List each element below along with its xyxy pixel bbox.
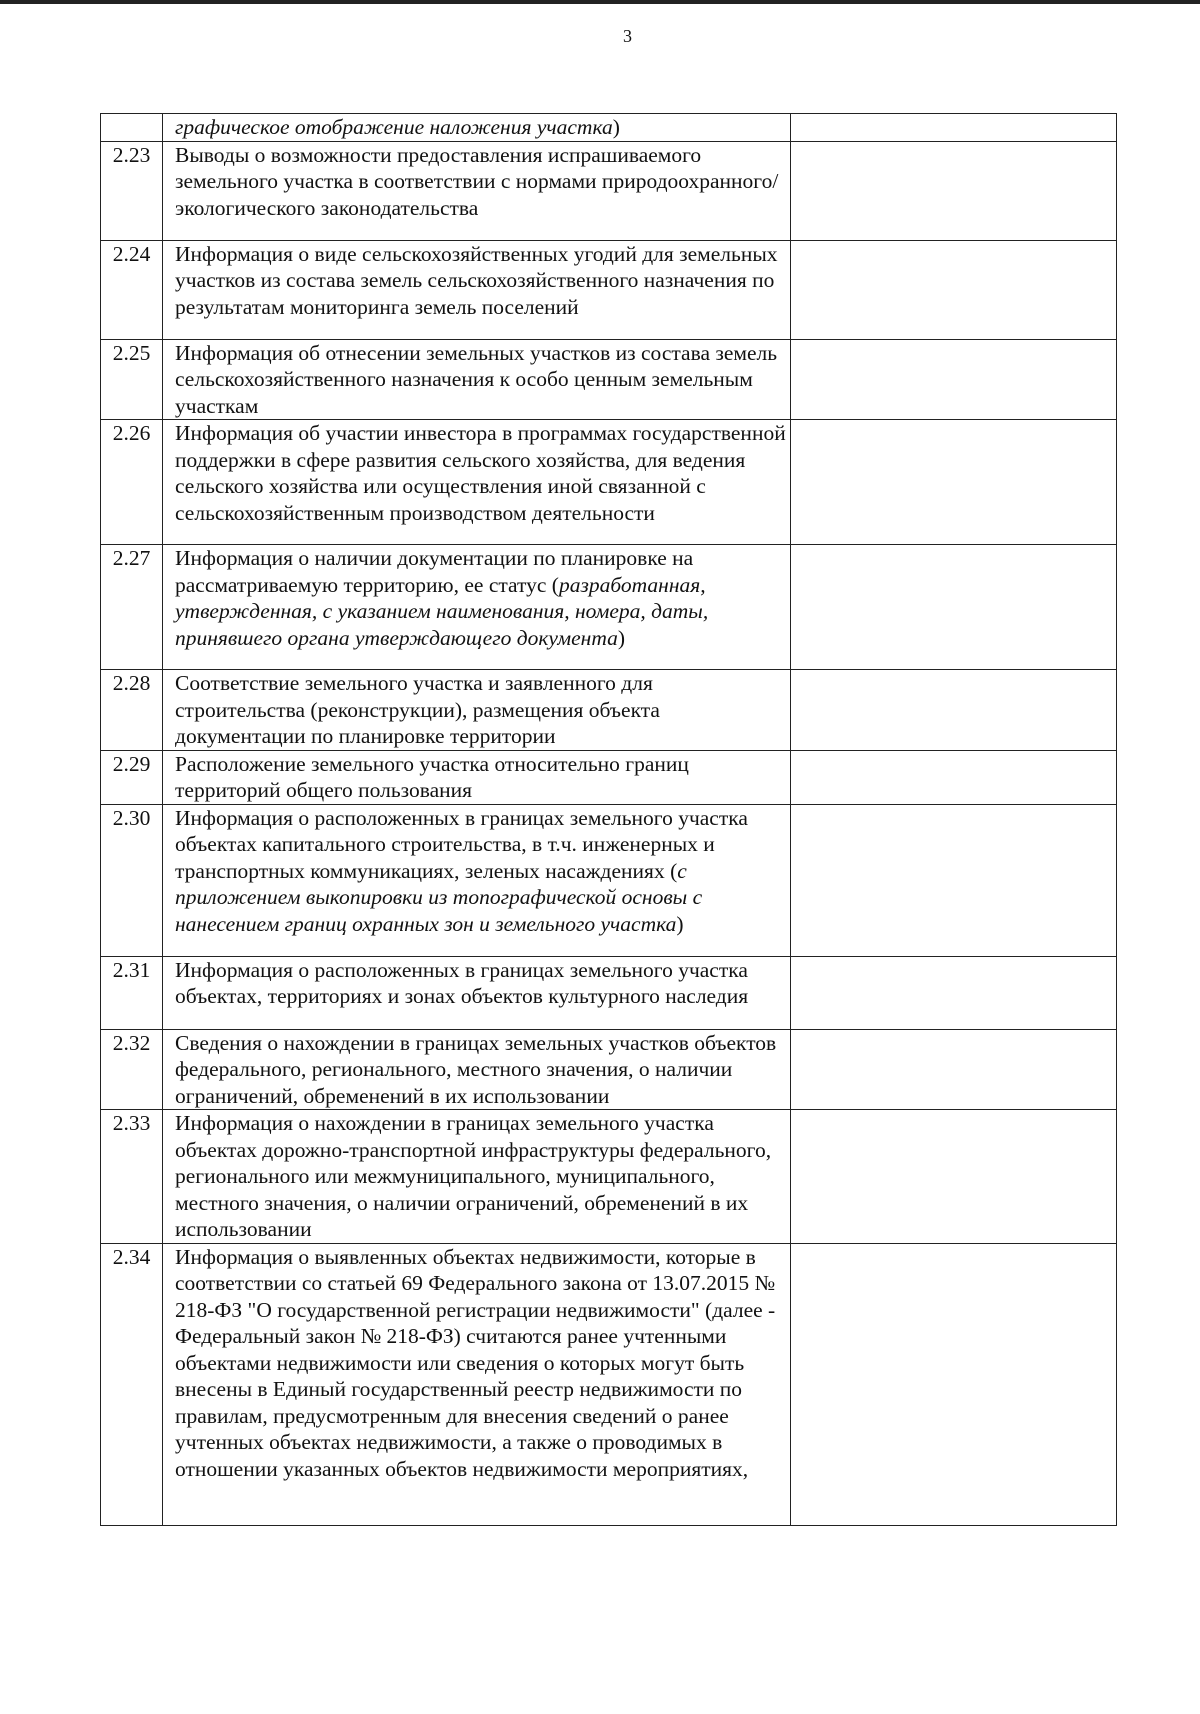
description-text: Информация о нахождении в границах земельного участка объектах дорожно-транспортной инфраструктуры федерального, регионального или межмуниципального, муниципального, местного значения, о наличии ограничений, обременений в их использовании bbox=[175, 1111, 772, 1241]
description-italic-note: с приложением выкопировки из топографической основы с нанесением границ охранных зон и земельного участка bbox=[175, 858, 703, 936]
table-row bbox=[101, 420, 1117, 545]
description-text: Информация о наличии документации по планировке на рассматриваемую территорию, ее статус ( bbox=[175, 546, 694, 597]
row-description bbox=[163, 545, 791, 670]
description-italic-note: графическое отображение наложения участка bbox=[175, 115, 613, 139]
row-number: 2.25 bbox=[101, 339, 163, 420]
table-row bbox=[101, 240, 1117, 339]
row-description bbox=[163, 750, 791, 804]
row-description bbox=[163, 670, 791, 751]
row-description bbox=[163, 420, 791, 545]
row-description bbox=[163, 956, 791, 1029]
row-answer-cell bbox=[791, 114, 1117, 142]
row-number: 2.28 bbox=[101, 670, 163, 751]
row-answer-cell bbox=[791, 670, 1117, 751]
table-row bbox=[101, 1110, 1117, 1244]
description-text: Информация о расположенных в границах земельного участка объектах, территориях и зонах объектов культурного наследия bbox=[175, 957, 749, 1008]
page-number: 3 bbox=[623, 26, 632, 46]
row-number bbox=[101, 114, 163, 142]
row-description bbox=[163, 339, 791, 420]
description-italic-note: разработанная, утвержденная, с указанием наименования, номера, даты, принявшего органа утверждающего документа bbox=[175, 572, 709, 650]
row-description bbox=[163, 1029, 791, 1110]
table-row bbox=[101, 339, 1117, 420]
row-number: 2.29 bbox=[101, 750, 163, 804]
description-text: Соответствие земельного участка и заявленного для строительства (реконструкции), размещения объекта документации по планировке территории bbox=[175, 671, 660, 748]
row-answer-cell bbox=[791, 1243, 1117, 1525]
row-answer-cell bbox=[791, 750, 1117, 804]
description-text: Информация о виде сельскохозяйственных угодий для земельных участков из состава земель сельскохозяйственного назначения по результатам мониторинга земель поселений bbox=[175, 241, 778, 319]
row-answer-cell bbox=[791, 141, 1117, 240]
description-text-end: ) bbox=[617, 625, 626, 650]
row-number: 2.32 bbox=[101, 1029, 163, 1110]
row-number: 2.27 bbox=[101, 545, 163, 670]
row-answer-cell bbox=[791, 1110, 1117, 1244]
description-text-end: ) bbox=[612, 115, 620, 139]
row-number: 2.31 bbox=[101, 956, 163, 1029]
row-description bbox=[163, 1243, 791, 1525]
description-text: Информация об участии инвестора в программах государственной поддержки в сфере развития сельского хозяйства, для ведения сельского хозяйства или осуществления иной связанной с сельскохозяйственным производством деятельности bbox=[175, 421, 786, 525]
row-number: 2.24 bbox=[101, 240, 163, 339]
description-text: Информация о расположенных в границах земельного участка объектах капитального строительства, в т.ч. инженерных и транспортных коммуникациях, зеленых насаждениях ( bbox=[175, 805, 748, 883]
row-description bbox=[163, 1110, 791, 1244]
description-text: Выводы о возможности предоставления испрашиваемого земельного участка в соответствии с нормами природоохранного/экологического законодательства bbox=[175, 142, 779, 220]
table-row bbox=[101, 956, 1117, 1029]
description-text: Информация об отнесении земельных участков из состава земель сельскохозяйственного назначения к особо ценным земельным участкам bbox=[175, 340, 778, 418]
row-answer-cell bbox=[791, 240, 1117, 339]
row-number: 2.30 bbox=[101, 804, 163, 956]
description-text-end: ) bbox=[676, 911, 684, 936]
row-description bbox=[163, 804, 791, 956]
table-row bbox=[101, 1243, 1117, 1525]
table-row bbox=[101, 750, 1117, 804]
table-row bbox=[101, 670, 1117, 751]
row-answer-cell bbox=[791, 956, 1117, 1029]
row-description bbox=[163, 240, 791, 339]
row-answer-cell bbox=[791, 804, 1117, 956]
table-row bbox=[101, 141, 1117, 240]
row-answer-cell bbox=[791, 1029, 1117, 1110]
table-row bbox=[101, 114, 1117, 142]
row-number: 2.26 bbox=[101, 420, 163, 545]
scan-top-edge bbox=[0, 0, 1200, 4]
table-row bbox=[101, 545, 1117, 670]
description-text: Информация о выявленных объектах недвижимости, которые в соответствии со статьей 69 Федерального закона от 13.07.2015 № 218-ФЗ "О государственной регистрации недвижимости" (далее - Федеральный закон № 218-ФЗ) считаются ранее учтенными объектами недвижимости или сведения о которых могут быть внесены в Единый государственный реестр недвижимости по правилам, предусмотренным для внесения сведений о ранее учтенных объектах недвижимости, а также о проводимых в отношении указанных объектов недвижимости мероприятиях, bbox=[175, 1244, 776, 1481]
table-row bbox=[101, 804, 1117, 956]
table-row bbox=[101, 1029, 1117, 1110]
row-answer-cell bbox=[791, 545, 1117, 670]
row-answer-cell bbox=[791, 420, 1117, 545]
description-text: Расположение земельного участка относительно границ территорий общего пользования bbox=[175, 751, 689, 802]
description-text: Сведения о нахождении в границах земельных участков объектов федерального, регионального, местного значения, о наличии ограничений, обременений в их использовании bbox=[175, 1030, 777, 1108]
row-number: 2.34 bbox=[101, 1243, 163, 1525]
row-number: 2.33 bbox=[101, 1110, 163, 1244]
row-description bbox=[163, 114, 791, 142]
document-table bbox=[100, 113, 1117, 1526]
row-number: 2.23 bbox=[101, 141, 163, 240]
row-answer-cell bbox=[791, 339, 1117, 420]
row-description bbox=[163, 141, 791, 240]
